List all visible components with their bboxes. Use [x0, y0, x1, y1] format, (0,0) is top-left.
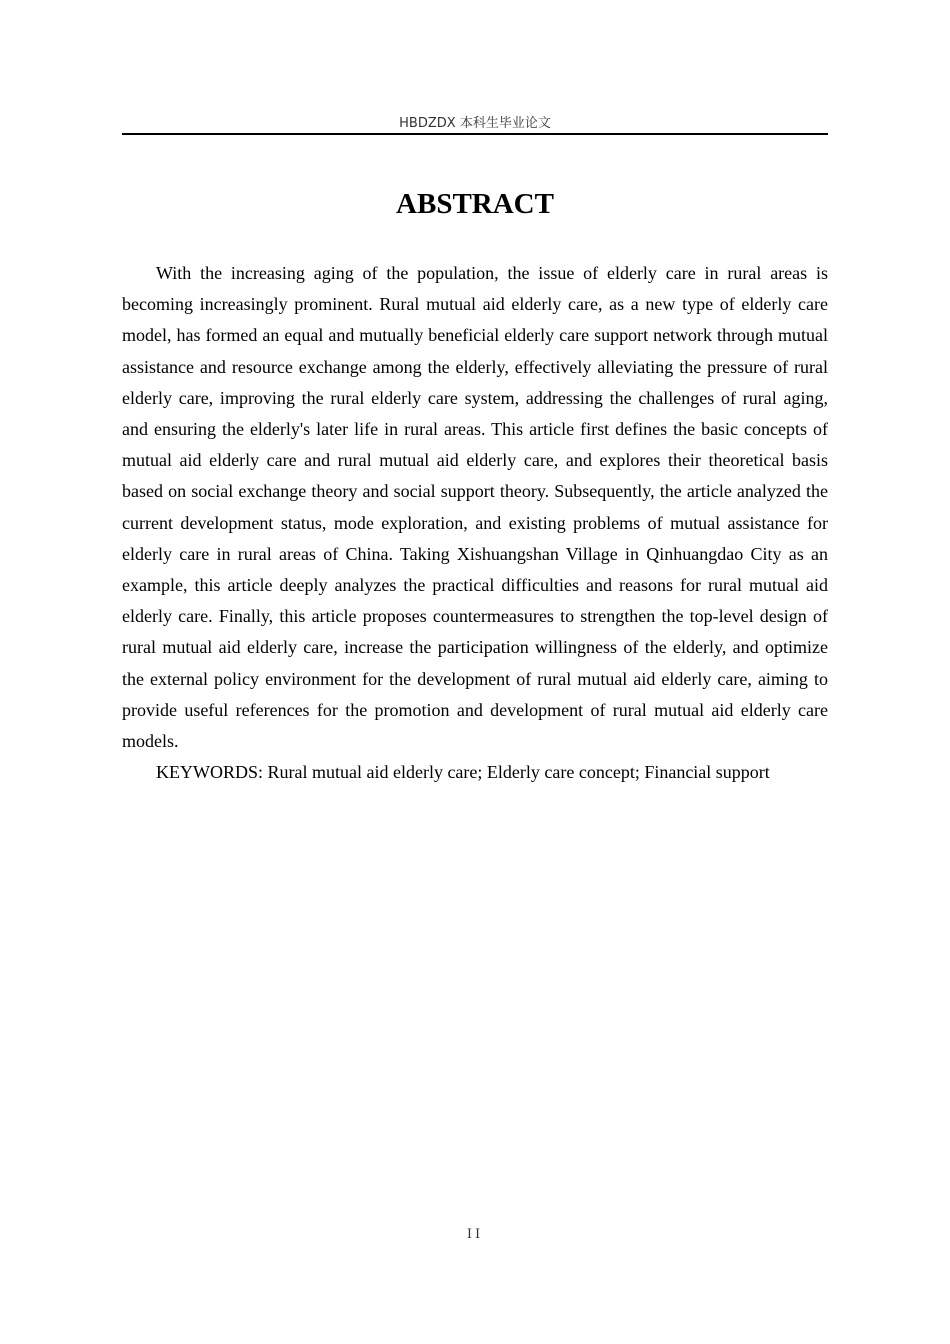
- page-number: II: [466, 1227, 484, 1242]
- abstract-paragraph: With the increasing aging of the population, the issue of elderly care in rural areas is becoming increasingly prominent. Rural mutual aid elderly care, as a new type of elderly care model, has formed an equal and mutually beneficial elderly care support network through mutual assistance and resource exchange among the elderly, effectively alleviating the pressure of rural elderly care, improving the rural elderly care system, addressing the challenges of rural aging, and ensuring the elderly's later life in rural areas. This article first defines the basic concepts of mutual aid elderly care and rural mutual aid elderly care, and explores their theoretical basis based on social exchange theory and social support theory. Subsequently, the article analyzed the current development status, mode exploration, and existing problems of mutual assistance for elderly care in rural areas of China. Taking Xishuangshan Village in Qinhuangdao City as an example, this article deeply analyzes the practical difficulties and reasons for rural mutual aid elderly care. Finally, this article proposes countermeasures to strengthen the top-level design of rural mutual aid elderly care, increase the participation willingness of the elderly, and optimize the external policy environment for the development of rural mutual aid elderly care, aiming to provide useful references for the promotion and development of rural mutual aid elderly care models.: [122, 263, 828, 752]
- page-title: ABSTRACT: [396, 188, 554, 220]
- abstract-body: [122, 258, 828, 788]
- running-header: HBDZDX 本科生毕业论文: [399, 116, 551, 131]
- header-rule: [122, 133, 828, 135]
- keywords-line: KEYWORDS: Rural mutual aid elderly care; Elderly care concept; Financial support: [156, 762, 770, 783]
